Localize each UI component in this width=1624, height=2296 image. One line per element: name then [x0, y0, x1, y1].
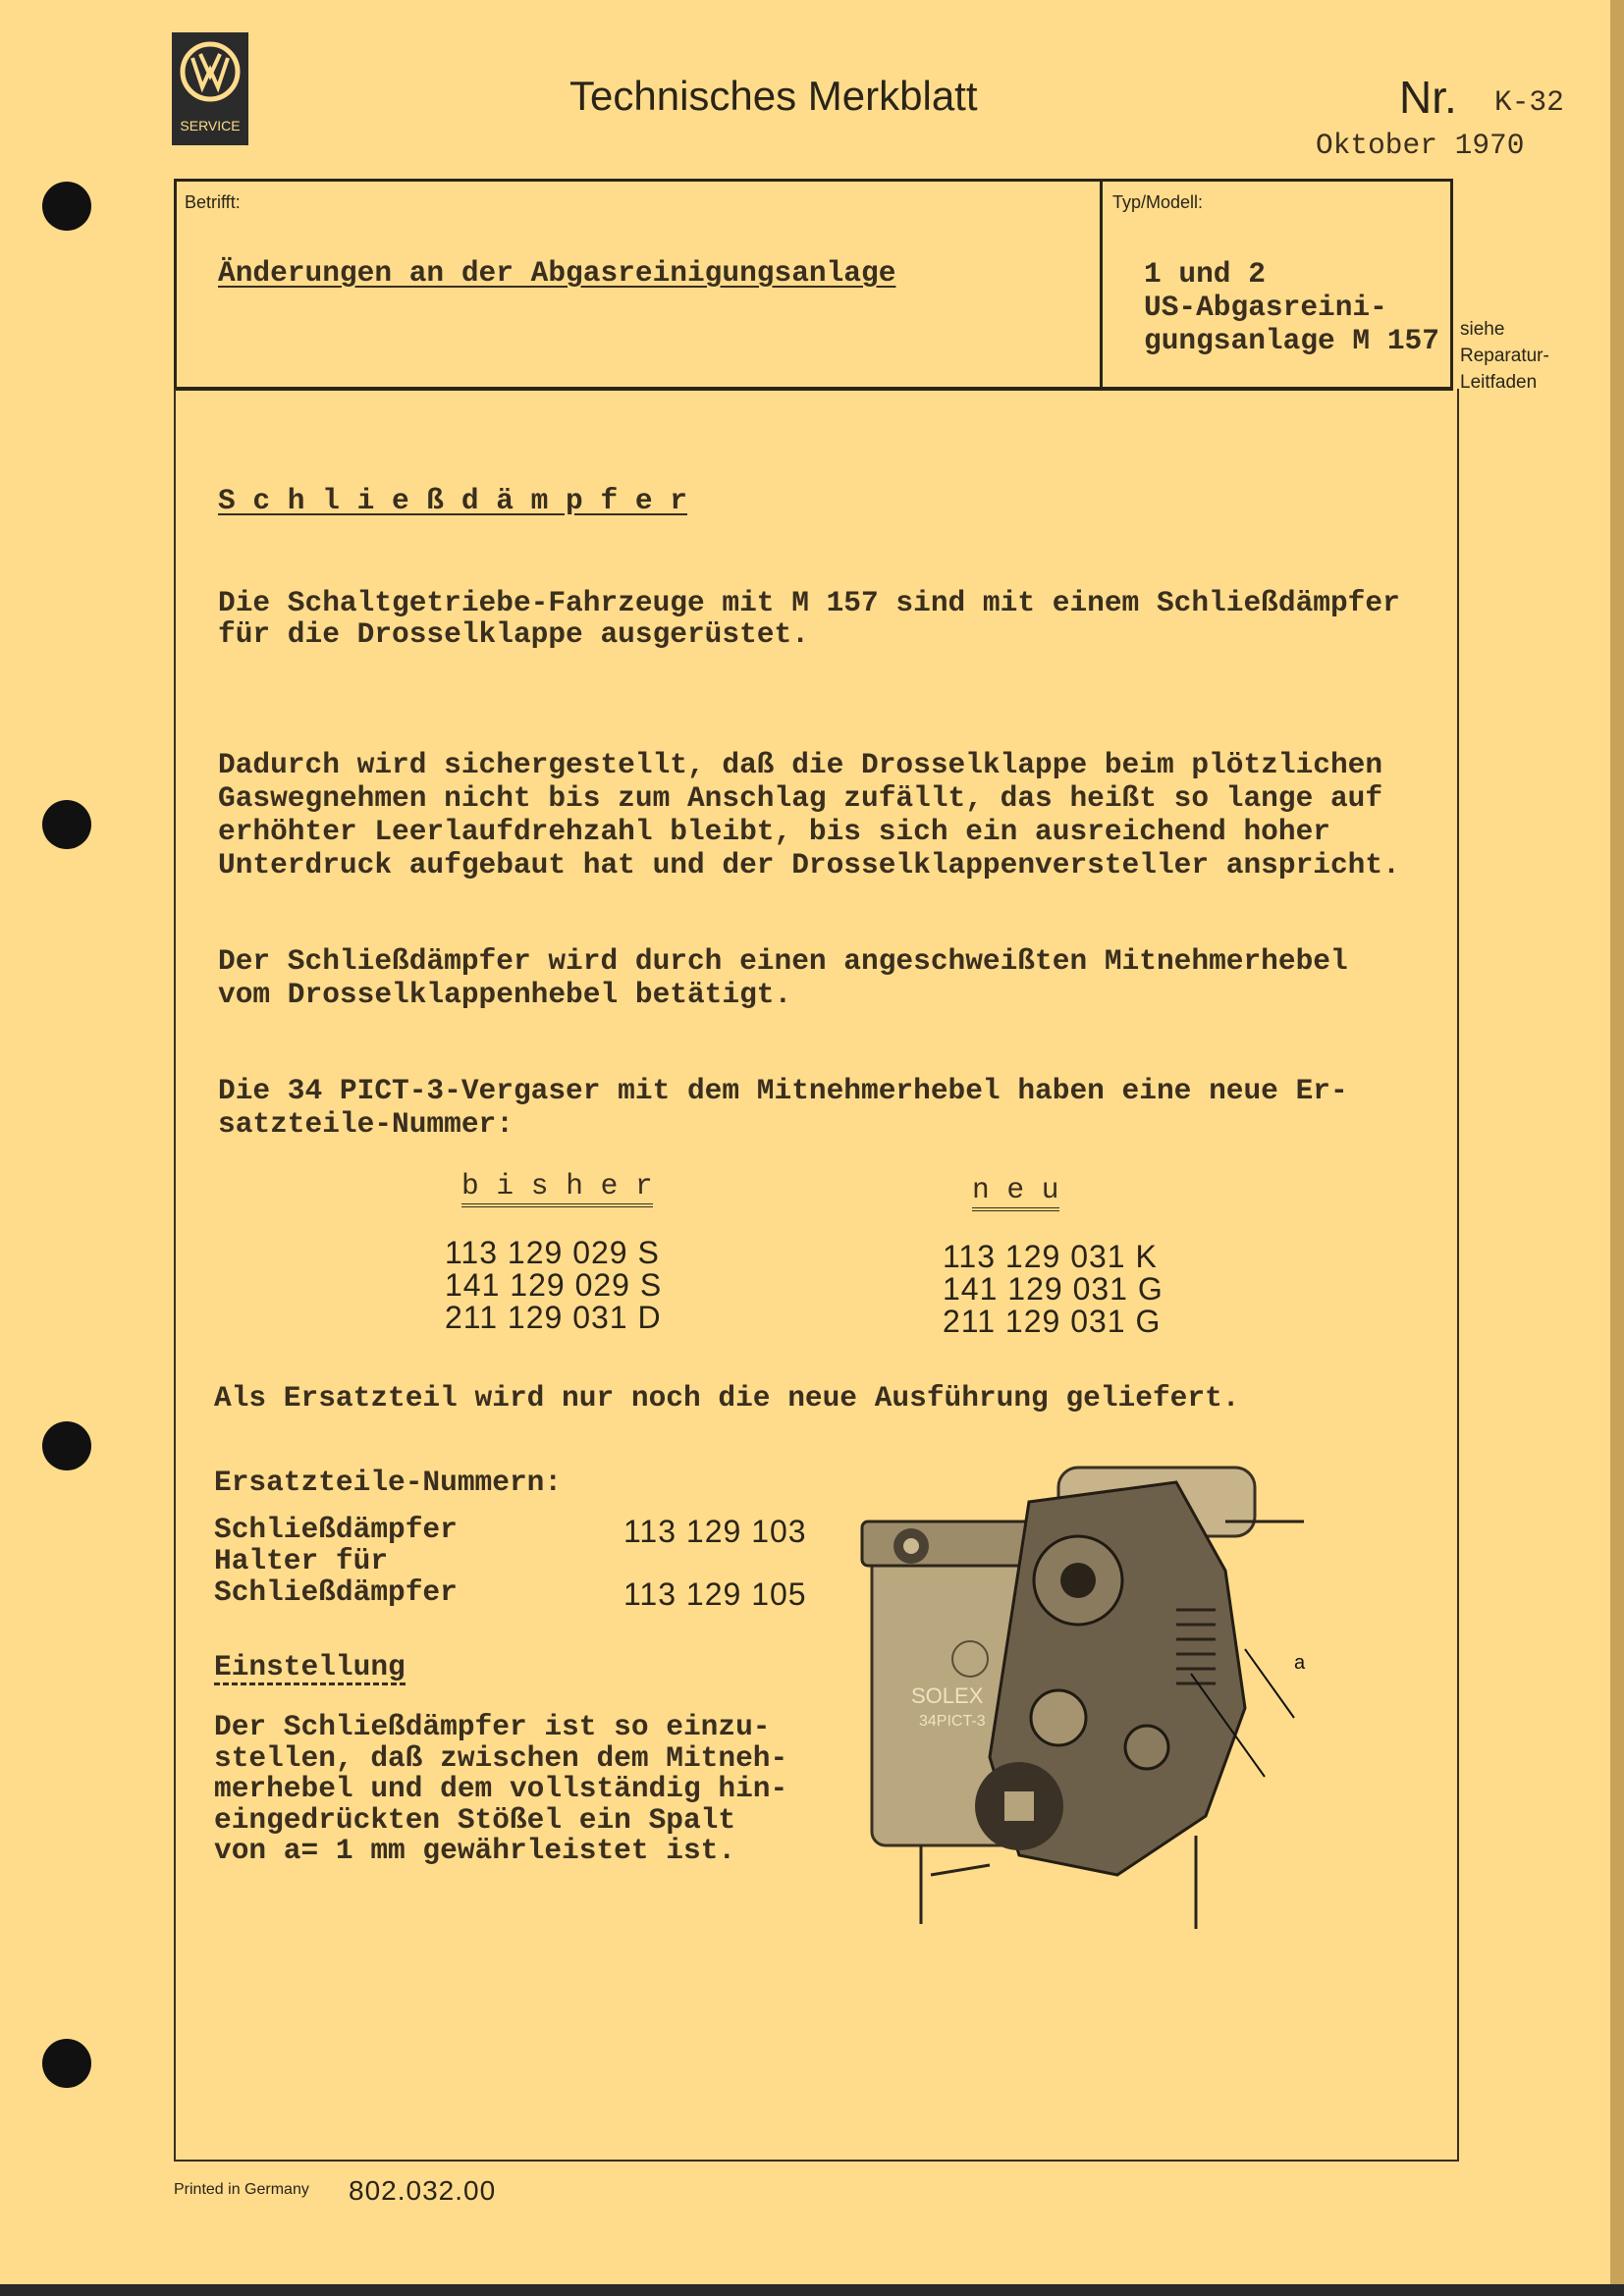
part-name: Halter für: [214, 1544, 389, 1577]
punch-hole: [42, 1421, 91, 1470]
vw-service-logo: [172, 32, 248, 145]
new-part-numbers: 113 129 031 K 141 129 031 G 211 129 031 G: [943, 1239, 1164, 1339]
part-number: 113 129 105: [623, 1576, 807, 1612]
logo-text: SERVICE: [180, 118, 241, 133]
einstellung-text: Der Schließdämpfer ist so einzu- stellen, daß zwischen dem Mitneh- merhebel und dem vollständig hin- eingedrückten Stößel ein Spalt von a= 1 mm gewährleistet ist.: [214, 1710, 788, 1867]
part-name: Schließdämpfer: [214, 1513, 458, 1546]
col-old-heading: b i s h e r: [461, 1170, 653, 1207]
side-note: siehe Reparatur- Leitfaden: [1460, 319, 1549, 393]
section-heading: S c h l i e ß d ä m p f e r: [218, 484, 687, 517]
paragraph-3: Der Schließdämpfer wird durch einen angeschweißten Mitnehmerhebel vom Drosselklappenhebel betätigt.: [218, 944, 1348, 1011]
part-number: 113 129 103: [623, 1514, 807, 1549]
date: Oktober 1970: [1316, 129, 1525, 162]
betrifft-label: Betrifft:: [185, 192, 241, 212]
carburetor-model: 34PICT-3: [919, 1713, 986, 1730]
parts-heading: Ersatzteile-Nummern:: [214, 1466, 563, 1499]
nr-value: K-32: [1494, 85, 1564, 119]
col-new-heading: n e u: [972, 1174, 1059, 1211]
typ-label: Typ/Modell:: [1112, 192, 1204, 212]
paragraph-1: Die Schaltgetriebe-Fahrzeuge mit M 157 sind mit einem Schließdämpfer für die Drosselklappe ausgerüstet.: [218, 586, 1400, 651]
vw-logo-icon: [179, 40, 242, 103]
paper-edge: [1610, 0, 1624, 2296]
paragraph-5: Als Ersatzteil wird nur noch die neue Ausführung geliefert.: [214, 1381, 1240, 1415]
part-name: Schließdämpfer: [214, 1575, 458, 1609]
punch-hole: [42, 182, 91, 231]
betrifft-value: Änderungen an der Abgasreinigungsanlage: [218, 256, 896, 290]
einstellung-heading: Einstellung: [214, 1650, 406, 1683]
nr-label: Nr.: [1399, 72, 1457, 123]
scan-edge: [0, 2284, 1624, 2296]
punch-hole: [42, 2039, 91, 2088]
carburetor-photo: [852, 1463, 1387, 1944]
carburetor-brand: SOLEX: [911, 1683, 984, 1708]
old-part-numbers: 113 129 029 S 141 129 029 S 211 129 031 D: [445, 1235, 663, 1335]
typ-value: 1 und 2 US-Abgasreini- gungsanlage M 157: [1144, 257, 1439, 357]
gap-label: a: [1294, 1652, 1306, 1674]
document-title: Technisches Merkblatt: [569, 73, 978, 119]
paragraph-4: Die 34 PICT-3-Vergaser mit dem Mitnehmerhebel haben eine neue Er- satzteile-Nummer:: [218, 1074, 1348, 1141]
box-divider: [1100, 179, 1103, 391]
printed-in: Printed in Germany: [174, 2181, 309, 2198]
paragraph-2: Dadurch wird sichergestellt, daß die Drosselklappe beim plötzlichen Gaswegnehmen nicht bis zum Anschlag zufällt, das heißt so lange auf erhöhter Leerlaufdrehzahl bleibt, bis sich ein ausreichend hoher Unterdruck aufgebaut hat und der Drosselklappenversteller anspricht.: [218, 748, 1400, 881]
document-code: 802.032.00: [349, 2175, 497, 2206]
punch-hole: [42, 800, 91, 849]
